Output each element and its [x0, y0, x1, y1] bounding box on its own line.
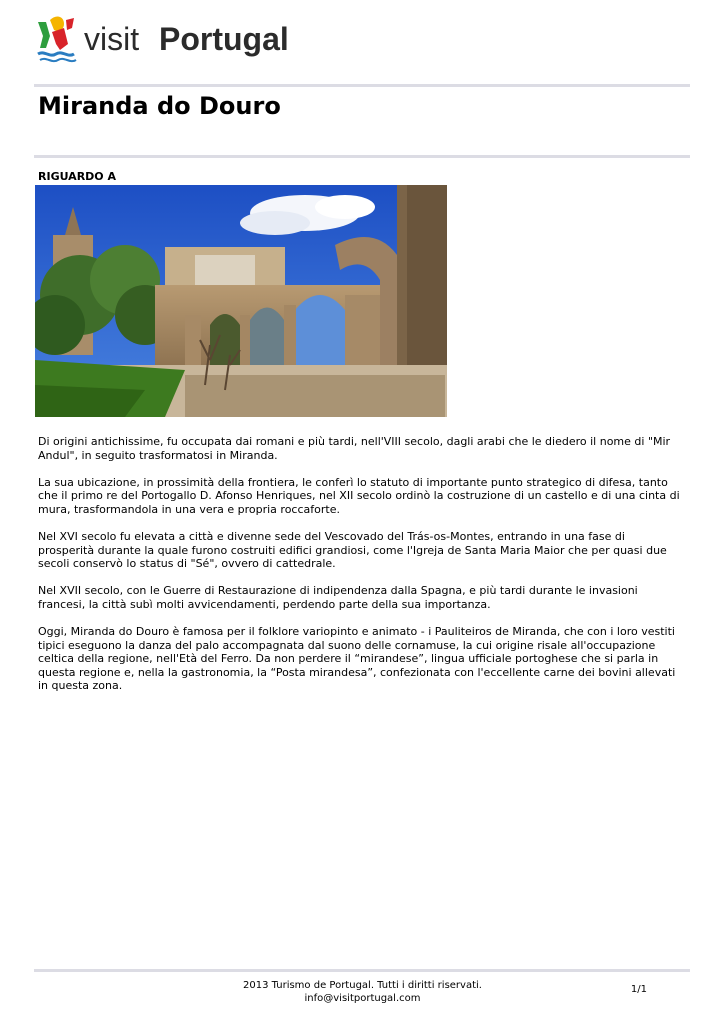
- page-title: Miranda do Douro: [38, 92, 281, 120]
- section-label: RIGUARDO A: [38, 170, 116, 183]
- footer: [200, 979, 525, 1005]
- logo-mark-icon: [38, 17, 76, 62]
- paragraph: Di origini antichissime, fu occupata dai romani e più tardi, nell'VIII secolo, dagli arabi che le diedero il nome di "Mir Andul", in seguito trasformatosi in Miranda.: [38, 435, 671, 462]
- logo-portugal-text: Portugal: [159, 21, 289, 57]
- article-body: [38, 435, 683, 706]
- footer-copyright: 2013 Turismo de Portugal. Tutti i diritti riservati.: [243, 980, 482, 991]
- logo-graphic: [34, 14, 334, 76]
- page-number: 1/1: [630, 984, 647, 995]
- footer-divider: [34, 969, 690, 972]
- miranda-do-douro-photo: [35, 185, 447, 417]
- logo-visit-text: visit: [84, 21, 140, 57]
- visitportugal-logo[interactable]: [34, 14, 334, 76]
- footer-email[interactable]: info@visitportugal.com: [304, 993, 421, 1004]
- title-divider: [34, 155, 690, 158]
- header-divider: [34, 84, 690, 87]
- paragraph: Nel XVI secolo fu elevata a città e divenne sede del Vescovado del Trás-os-Montes, entrando in una fase di prosperità durante la quale furono costruiti edifici grandiosi, come l'Igreja de Santa Maria Maior che per quasi due secoli conservò lo status di "Sé", ovvero di cattedrale.: [38, 529, 667, 571]
- paragraph: Oggi, Miranda do Douro è famosa per il folklore variopinto e animato - i Pauliteiros de Miranda, che con i loro vestiti tipici eseguono la danza del palo accompagnata dal suono delle cornamuse, la cui origine risale all'occupazione celtica della regione, nell'Età del Ferro. Da non perdere il “mirandese”, lingua ufficiale portoghese che si parla in questa regione e, nella la gastronomia, la “Posta mirandesa”, confezionata con l'eccellente carne dei bovini allevati in questa zona.: [38, 624, 676, 693]
- paragraph: La sua ubicazione, in prossimità della frontiera, le conferì lo statuto di importante punto strategico di difesa, tanto che il primo re del Portogallo D. Afonso Henriques, nel XII secolo ordinò la costruzione di un castello e di una cinta di mura, trasformandola in una vera e propria roccaforte.: [38, 475, 680, 516]
- paragraph: Nel XVII secolo, con le Guerre di Restaurazione di indipendenza dalla Spagna, e più tardi durante le invasioni francesi, la città subì molti avvicendamenti, perdendo parte della sua importanza.: [38, 584, 638, 611]
